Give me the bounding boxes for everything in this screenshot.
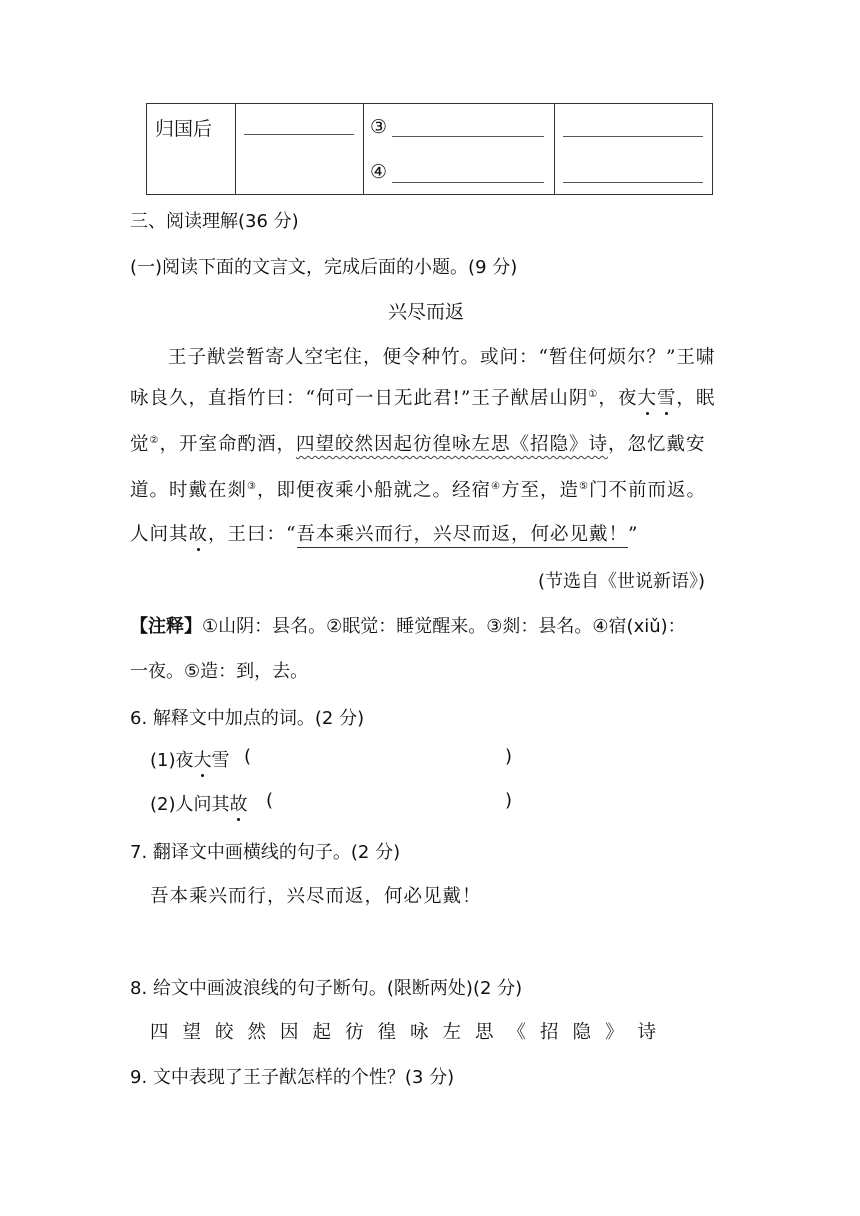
q6-item-1-text: (1)夜 — [150, 750, 194, 771]
notes-line-2: 一夜。⑤造：到，去。 — [130, 661, 309, 682]
passage-text: 觉 — [130, 434, 150, 455]
passage-text: 道。时戴在剡 — [130, 480, 248, 501]
row-label-return: 归国后 — [155, 118, 213, 140]
question-8-stem: 8. 给文中画波浪线的句子断句。(限断两处)(2 分) — [130, 978, 523, 999]
table-row-label-cell — [147, 104, 236, 195]
q6-item-1-xue: 雪 — [211, 750, 230, 771]
q6-answer-1-open: ( — [244, 746, 252, 767]
q6-answer-2-field[interactable] — [280, 788, 500, 812]
part-one-heading: (一)阅读下面的文言文，完成后面的小题。(9 分) — [130, 257, 518, 278]
blank-line[interactable] — [244, 134, 354, 135]
passage-text: 咏良久，直指竹曰：“何可一日无此君!”王子猷居山阴 — [130, 388, 589, 409]
passage-line-2 — [130, 384, 715, 410]
passage-text: ，开室命酌酒， — [159, 434, 296, 455]
footnote-5: ⑤ — [578, 480, 589, 492]
q6-item-2-text: (2)人问其 — [150, 794, 230, 815]
passage-text: ，忽忆戴安 — [608, 434, 706, 455]
passage-text: ，即便夜乘小船就之。经宿 — [256, 480, 491, 501]
footnote-3: ③ — [247, 480, 257, 492]
footnote-1: ① — [588, 388, 599, 400]
q6-answer-2-open: ( — [266, 790, 274, 811]
q6-dotted-gu: 故 — [229, 794, 248, 815]
blank-line[interactable] — [563, 136, 703, 137]
question-6-stem: 6. 解释文中加点的词。(2 分) — [130, 708, 365, 729]
passage-title: 兴尽而返 — [388, 301, 465, 323]
q6-dotted-da: 大 — [193, 750, 212, 771]
question-9-stem: 9. 文中表现了王子猷怎样的个性？(3 分) — [130, 1067, 455, 1088]
passage-line-4 — [130, 476, 706, 502]
passage-text: ，眠 — [676, 388, 716, 409]
passage-text: ” — [628, 524, 639, 545]
answer-table — [146, 103, 713, 195]
blank-line[interactable] — [563, 182, 703, 183]
table-cell-blank-1[interactable] — [236, 104, 364, 195]
passage-source: (节选自《世说新语》) — [538, 571, 706, 592]
passage-text: 门不前而返。 — [588, 480, 706, 501]
underlined-sentence: 吾本乘兴而行，兴尽而返，何必见戴！ — [297, 524, 629, 548]
circle-3-label: ③ — [370, 116, 388, 138]
blank-line[interactable] — [392, 136, 544, 137]
notes-line-1 — [130, 612, 686, 638]
circle-4-label: ④ — [370, 161, 388, 183]
blank-line[interactable] — [392, 182, 544, 183]
question-6-item-2 — [150, 790, 248, 816]
dotted-word-xue: 雪 — [656, 388, 677, 409]
footnote-2: ② — [149, 434, 160, 446]
passage-text: ，王曰：“ — [208, 524, 297, 545]
dotted-word-gu: 故 — [188, 524, 209, 545]
notes-text: ①山阴：县名。②眠觉：睡觉醒来。③剡：县名。④宿(xiǔ)： — [202, 616, 686, 637]
q6-answer-1-field[interactable] — [258, 744, 498, 768]
passage-text: 方至，造 — [500, 480, 579, 501]
section-three-heading: 三、阅读理解(36 分) — [130, 211, 299, 232]
question-8-sentence[interactable]: 四望皎然因起彷徨咏左思《招隐》诗 — [150, 1022, 671, 1043]
footnote-4: ④ — [491, 480, 501, 492]
table-cell-blank-3[interactable] — [555, 104, 713, 195]
notes-label: 【注释】 — [130, 616, 202, 637]
passage-text: ，夜 — [598, 388, 638, 409]
question-9-answer-area[interactable] — [150, 1100, 730, 1190]
question-7-stem: 7. 翻译文中画横线的句子。(2 分) — [130, 842, 401, 863]
q6-answer-1-close: ) — [505, 746, 513, 767]
question-6-item-1 — [150, 746, 230, 772]
wavy-underlined-sentence: 四望皎然因起彷徨咏左思《招隐》诗 — [296, 434, 609, 455]
passage-text: 人问其 — [130, 524, 189, 545]
dotted-word-da: 大 — [637, 388, 657, 409]
question-7-answer-area[interactable] — [150, 915, 730, 965]
passage-line-5 — [130, 520, 638, 546]
passage-line-3 — [130, 430, 706, 456]
q6-answer-2-close: ) — [505, 790, 513, 811]
table-cell-blank-2[interactable] — [364, 104, 555, 195]
question-7-sentence: 吾本乘兴而行，兴尽而返，何必见戴！ — [150, 886, 482, 907]
passage-line-1: 王子猷尝暂寄人空宅住，便令种竹。或问：“暂住何烦尔？”王啸 — [168, 347, 716, 368]
